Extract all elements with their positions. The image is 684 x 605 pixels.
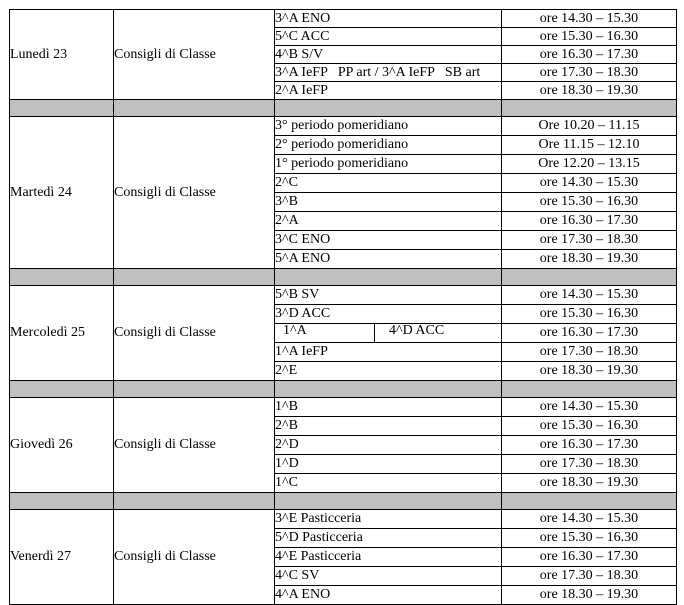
meeting-type-cell: Consigli di Classe	[114, 398, 275, 493]
separator-cell	[275, 269, 502, 286]
table-row	[10, 117, 677, 136]
time-cell: ore 17.30 – 18.30	[502, 455, 677, 474]
table-row	[10, 398, 677, 417]
time-cell: ore 18.30 – 19.30	[502, 362, 677, 381]
class-cell: 1^B	[275, 398, 502, 417]
class-cell: 2^B	[275, 417, 502, 436]
time-cell: ore 17.30 – 18.30	[502, 231, 677, 250]
class-cell: 4^A ENO	[275, 586, 502, 605]
class-cell: 2^A	[275, 212, 502, 231]
time-cell: Ore 10.20 – 11.15	[502, 117, 677, 136]
time-cell: ore 17.30 – 18.30	[502, 343, 677, 362]
time-cell: ore 18.30 – 19.30	[502, 82, 677, 100]
class-label-secondary: 4^D ACC	[389, 323, 445, 338]
separator-cell	[10, 493, 114, 510]
class-cell: 2^A IeFP	[275, 82, 502, 100]
separator-cell	[10, 381, 114, 398]
time-cell: ore 18.30 – 19.30	[502, 250, 677, 269]
separator-cell	[275, 100, 502, 117]
time-cell: ore 15.30 – 16.30	[502, 529, 677, 548]
time-cell: Ore 11.15 – 12.10	[502, 136, 677, 155]
time-cell: ore 16.30 – 17.30	[502, 436, 677, 455]
time-cell: ore 17.30 – 18.30	[502, 64, 677, 82]
class-cell: 3^E Pasticceria	[275, 510, 502, 529]
day-cell: Giovedì 26	[10, 398, 114, 493]
class-cell: 1° periodo pomeridiano	[275, 155, 502, 174]
table-row	[10, 286, 677, 305]
day-cell: Lunedì 23	[10, 10, 114, 100]
time-cell: ore 16.30 – 17.30	[502, 324, 677, 343]
class-cell: 2^D	[275, 436, 502, 455]
separator-cell	[275, 493, 502, 510]
class-label: 1^A	[275, 324, 375, 342]
class-cell: 3^A ENO	[275, 10, 502, 28]
time-cell: ore 14.30 – 15.30	[502, 510, 677, 529]
class-cell: 2^C	[275, 174, 502, 193]
class-cell: 3^A IeFP PP art / 3^A IeFP SB art	[275, 64, 502, 82]
separator-cell	[10, 269, 114, 286]
class-cell: 5^A ENO	[275, 250, 502, 269]
class-cell: 3^B	[275, 193, 502, 212]
time-cell: ore 16.30 – 17.30	[502, 46, 677, 64]
separator-cell	[114, 493, 275, 510]
day-cell: Martedì 24	[10, 117, 114, 269]
class-cell: 3^C ENO	[275, 231, 502, 250]
class-cell: 5^D Pasticceria	[275, 529, 502, 548]
time-cell: ore 15.30 – 16.30	[502, 193, 677, 212]
time-cell: ore 15.30 – 16.30	[502, 305, 677, 324]
separator-cell	[114, 269, 275, 286]
time-cell: ore 16.30 – 17.30	[502, 212, 677, 231]
class-cell: 1^A IeFP	[275, 343, 502, 362]
class-cell: 4^B S/V	[275, 46, 502, 64]
table-row	[10, 510, 677, 529]
class-cell: 2° periodo pomeridiano	[275, 136, 502, 155]
separator-cell	[114, 100, 275, 117]
separator-cell	[502, 381, 677, 398]
time-cell: ore 14.30 – 15.30	[502, 286, 677, 305]
separator-row	[10, 493, 677, 510]
meeting-type-cell: Consigli di Classe	[114, 117, 275, 269]
class-cell: 5^B SV	[275, 286, 502, 305]
day-cell: Mercoledì 25	[10, 286, 114, 381]
time-cell: Ore 12.20 – 13.15	[502, 155, 677, 174]
class-cell: 3^D ACC	[275, 305, 502, 324]
day-cell: Venerdì 27	[10, 510, 114, 605]
separator-cell	[502, 100, 677, 117]
schedule-table	[9, 9, 677, 605]
separator-row	[10, 269, 677, 286]
meeting-type-cell: Consigli di Classe	[114, 286, 275, 381]
time-cell: ore 15.30 – 16.30	[502, 28, 677, 46]
class-cell: 3° periodo pomeridiano	[275, 117, 502, 136]
separator-cell	[502, 269, 677, 286]
time-cell: ore 14.30 – 15.30	[502, 10, 677, 28]
time-cell: ore 14.30 – 15.30	[502, 174, 677, 193]
class-cell: 4^E Pasticceria	[275, 548, 502, 567]
time-cell: ore 14.30 – 15.30	[502, 398, 677, 417]
time-cell: ore 18.30 – 19.30	[502, 474, 677, 493]
separator-cell	[275, 381, 502, 398]
class-cell: 2^E	[275, 362, 502, 381]
time-cell: ore 18.30 – 19.30	[502, 586, 677, 605]
time-cell: ore 17.30 – 18.30	[502, 567, 677, 586]
class-cell: 1^D	[275, 455, 502, 474]
meeting-type-cell: Consigli di Classe	[114, 10, 275, 100]
class-cell: 5^C ACC	[275, 28, 502, 46]
separator-cell	[10, 100, 114, 117]
meeting-type-cell: Consigli di Classe	[114, 510, 275, 605]
separator-row	[10, 100, 677, 117]
separator-cell	[114, 381, 275, 398]
separator-row	[10, 381, 677, 398]
table-row	[10, 10, 677, 28]
time-cell: ore 16.30 – 17.30	[502, 548, 677, 567]
class-cell: 1^C	[275, 474, 502, 493]
time-cell: ore 15.30 – 16.30	[502, 417, 677, 436]
separator-cell	[502, 493, 677, 510]
class-cell: 4^C SV	[275, 567, 502, 586]
class-cell	[275, 324, 502, 343]
